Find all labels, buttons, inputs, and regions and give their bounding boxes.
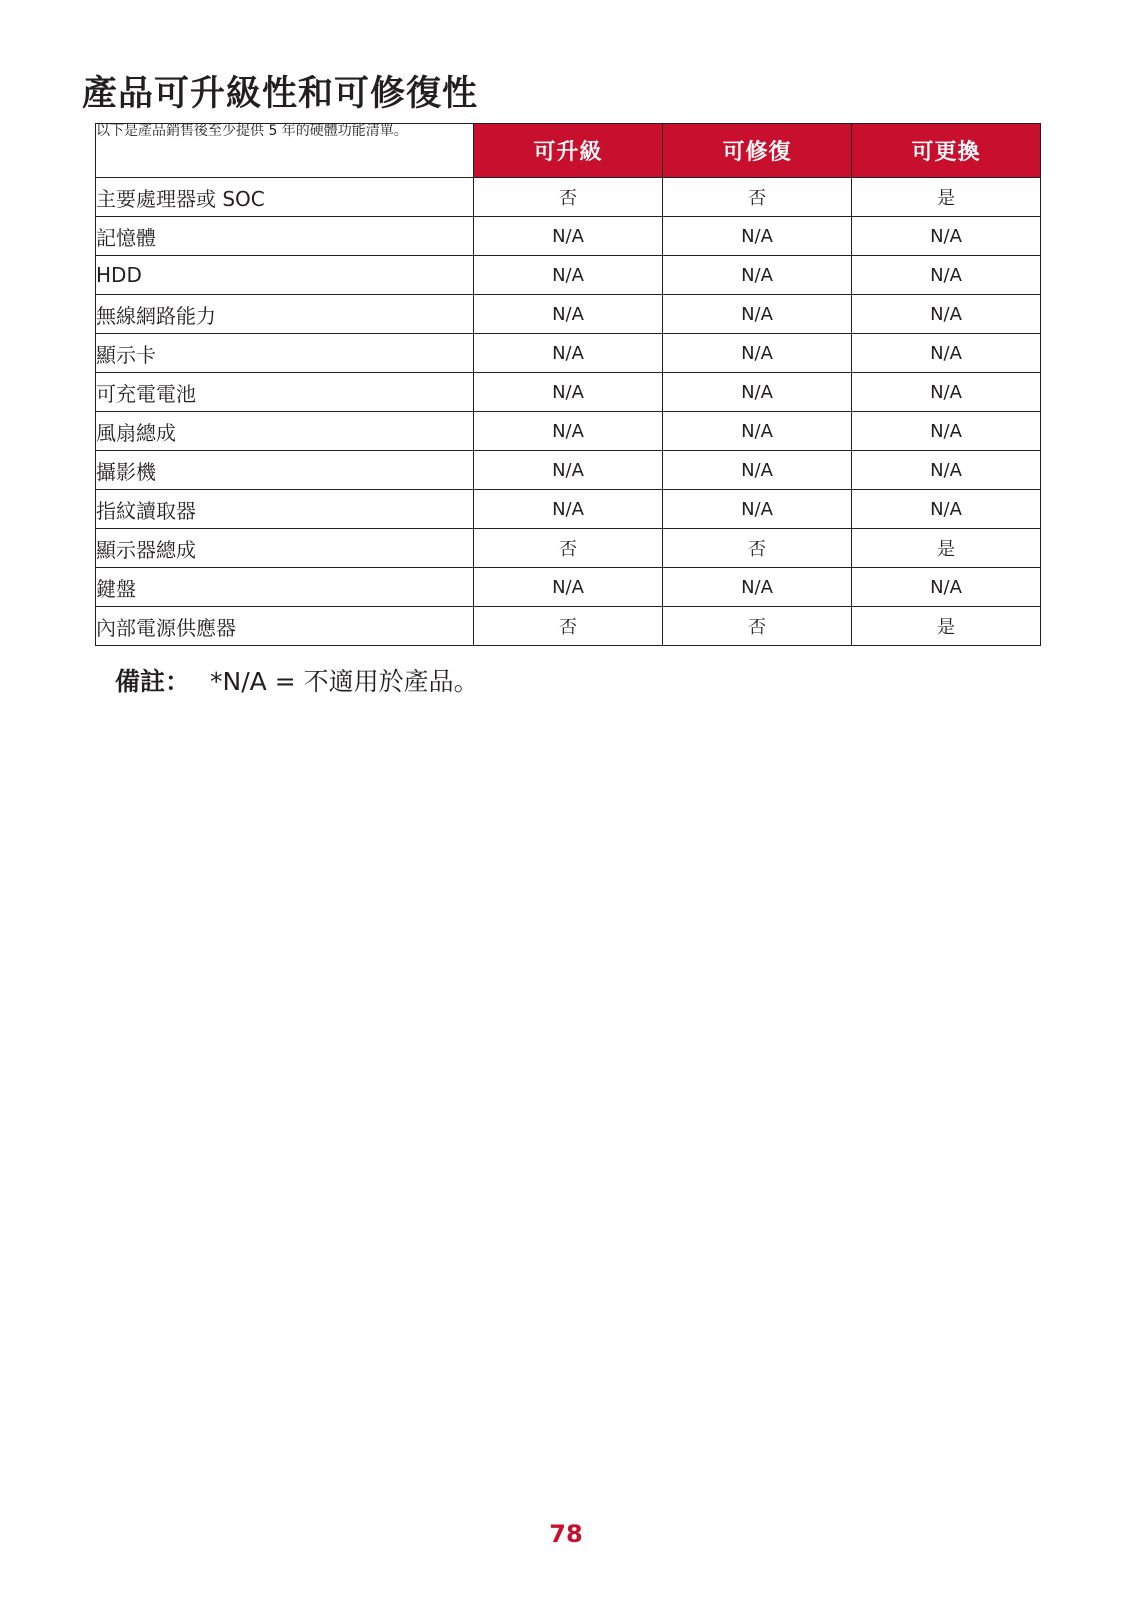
- footnote: [115, 665, 479, 699]
- row-value: 否: [474, 529, 663, 568]
- page-number: 78: [549, 1520, 583, 1548]
- row-value: N/A: [474, 451, 663, 490]
- row-value: N/A: [474, 490, 663, 529]
- row-value: 否: [474, 178, 663, 217]
- row-value: N/A: [663, 568, 852, 607]
- table-row: [96, 373, 1041, 412]
- table-row: [96, 412, 1041, 451]
- row-value: N/A: [663, 295, 852, 334]
- row-label: HDD: [96, 256, 474, 295]
- row-label: 顯示器總成: [96, 529, 474, 568]
- row-label: 顯示卡: [96, 334, 474, 373]
- row-label: 可充電電池: [96, 373, 474, 412]
- table-header-row: [96, 124, 1041, 178]
- row-value: N/A: [852, 217, 1041, 256]
- row-value: N/A: [852, 256, 1041, 295]
- row-value: N/A: [663, 490, 852, 529]
- row-value: N/A: [663, 412, 852, 451]
- row-value: N/A: [474, 568, 663, 607]
- table-row: [96, 568, 1041, 607]
- row-value: N/A: [852, 373, 1041, 412]
- row-value: N/A: [474, 256, 663, 295]
- table-row: [96, 334, 1041, 373]
- table-row: [96, 529, 1041, 568]
- row-value: 否: [663, 178, 852, 217]
- row-label: 記憶體: [96, 217, 474, 256]
- row-value: N/A: [852, 412, 1041, 451]
- page-title: 產品可升級性和可修復性: [82, 74, 479, 114]
- note-label: 備註：: [115, 667, 191, 696]
- row-label: 攝影機: [96, 451, 474, 490]
- column-header-replaceable: 可更換: [852, 124, 1041, 178]
- row-value: N/A: [663, 256, 852, 295]
- table-row: [96, 490, 1041, 529]
- table-intro-text: 以下是產品銷售後至少提供 5 年的硬體功能清單。: [96, 124, 474, 178]
- row-label: 無線網路能力: [96, 295, 474, 334]
- row-label: 鍵盤: [96, 568, 474, 607]
- row-value: N/A: [852, 490, 1041, 529]
- row-value: N/A: [852, 451, 1041, 490]
- row-value: 是: [852, 529, 1041, 568]
- table-body: [96, 178, 1041, 646]
- row-value: 是: [852, 607, 1041, 646]
- column-header-repairable: 可修復: [663, 124, 852, 178]
- column-header-upgradable: 可升級: [474, 124, 663, 178]
- table-row: [96, 295, 1041, 334]
- row-label: 主要處理器或 SOC: [96, 178, 474, 217]
- row-label: 內部電源供應器: [96, 607, 474, 646]
- row-label: 指紋讀取器: [96, 490, 474, 529]
- row-value: 否: [474, 607, 663, 646]
- row-value: N/A: [663, 373, 852, 412]
- row-value: N/A: [663, 217, 852, 256]
- row-value: N/A: [852, 568, 1041, 607]
- row-value: 是: [852, 178, 1041, 217]
- hardware-repairability-table: [95, 123, 1041, 646]
- row-value: 否: [663, 529, 852, 568]
- table-row: [96, 451, 1041, 490]
- row-value: 否: [663, 607, 852, 646]
- row-value: N/A: [663, 334, 852, 373]
- row-value: N/A: [852, 334, 1041, 373]
- table-row: [96, 217, 1041, 256]
- row-label: 風扇總成: [96, 412, 474, 451]
- note-text: *N/A = 不適用於產品。: [210, 667, 479, 696]
- row-value: N/A: [474, 334, 663, 373]
- row-value: N/A: [663, 451, 852, 490]
- table-row: [96, 607, 1041, 646]
- table-row: [96, 256, 1041, 295]
- row-value: N/A: [852, 295, 1041, 334]
- row-value: N/A: [474, 373, 663, 412]
- table-row: [96, 178, 1041, 217]
- row-value: N/A: [474, 412, 663, 451]
- row-value: N/A: [474, 217, 663, 256]
- row-value: N/A: [474, 295, 663, 334]
